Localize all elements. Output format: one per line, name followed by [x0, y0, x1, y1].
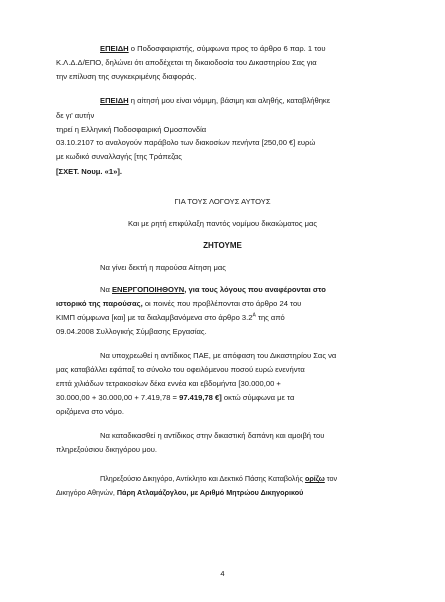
p1-line-3: την επίλυση της συγκεκριμένης διαφοράς.	[56, 72, 197, 81]
request-3-line-3: επτά χιλιάδων τετρακοσίων δέκα εννέα και εβδομήντα [30.000,00 +	[56, 379, 281, 388]
request-1: Να γίνει δεκτή η παρούσα Αίτηση μας	[100, 263, 226, 272]
request-4-line-1: Να καταδικασθεί η αντίδικος στην δικαστική δαπάνη και αμοιβή του	[100, 431, 325, 440]
p1-line-2: Κ.Λ.Δ.Δ/ΕΠΟ, δηλώνει ότι αποδέχεται τη δικαιοδοσία του Δικαστηρίου Σας για	[56, 58, 317, 67]
p2-line-2: δε γι' αυτήν	[56, 111, 95, 120]
page-number: 4	[220, 569, 225, 578]
request-heading: ΖΗΤΟΥΜΕ	[203, 241, 242, 250]
request-2-line-3: ΚΙΜΠ σύμφωνα [και] με τα διαλαμβανόμενα στο άρθρο $3.2^A$ της από	[56, 312, 285, 322]
request-3-line-4: 30.000,00 + 30.000,00 + 7.419,78 = 97.419,78 €] οκτώ σύμφωνα με τα	[56, 393, 295, 402]
p2-line-5: με κωδικό συναλλαγής [της Τράπεζας	[56, 152, 182, 161]
request-2-line-1: Να ΕΝΕΡΓΟΠΟΙΗΘΟΥΝ, για τους λόγους που αναφέρονται στο	[100, 285, 326, 294]
p1-line-1: ΕΠΕΙΔΗ ο Ποδοσφαιριστής, σύμφωνα προς το άρθρο 6 παρ. 1 του	[100, 44, 326, 53]
energopoiithoun: ΕΝΕΡΓΟΠΟΙΗΘΟΥΝ	[111, 285, 185, 294]
total-amount: 97.419,78 €]	[179, 393, 222, 402]
p2-line-3: τηρεί η Ελληνική Ποδοσφαιρική Ομοσπονδία	[56, 125, 207, 134]
request-4-line-2: πληρεξούσιου δικηγόρου μου.	[56, 445, 158, 454]
request-2-line-2: ιστορικό της παρούσας, οι ποινές που προβλέπονται στο άρθρο 24 του	[56, 299, 302, 308]
sign-line-1: Πληρεξούσιο Δικηγόρο, Αντίκλητο και Δεκτικό Πάσης Καταβολής ορίζω τον	[100, 474, 338, 483]
p2-line-6: [ΣΧΕΤ. Νουμ. «1»].	[56, 167, 122, 176]
reasons-heading: ΓΙΑ ΤΟΥΣ ΛΟΓΟΥΣ ΑΥΤΟΥΣ	[174, 197, 271, 206]
request-3-line-5: οριζόμενα στο νόμο.	[56, 407, 124, 416]
lawyer-name: Πάρη Ατλαμάζογλου, με Αριθμό Μητρώου Δικηγορικού	[116, 488, 304, 497]
sign-line-2: Δικηγόρο Αθηνών, Πάρη Ατλαμάζογλου, με Αριθμό Μητρώου Δικηγορικού	[56, 488, 304, 497]
reservation-line: Και με ρητή επιφύλαξη παντός νομίμου δικαιώματος μας	[127, 219, 318, 228]
p2-line-1: ΕΠΕΙΔΗ η αίτησή μου είναι νόμιμη, βάσιμη και αληθής, καταβλήθηκε	[100, 96, 331, 105]
epeidi-2: ΕΠΕΙΔΗ	[100, 96, 129, 105]
request-2-line-4: 09.04.2008 Συλλογικής Σύμβασης Εργασίας.	[56, 327, 207, 336]
request-3-line-2: μας καταβάλλει εφάπαξ το σύνολο του οφειλόμενου ποσού ευρώ ενενήντα	[56, 365, 305, 374]
epeidi-1: ΕΠΕΙΔΗ	[100, 44, 129, 53]
p2-line-4: 03.10.2107 το αναλογούν παράβολο των διακοσίων πενήντα [250,00 €] ευρώ	[56, 138, 316, 147]
request-3-line-1: Να υποχρεωθεί η αντίδικος ΠΑΕ, με απόφαση του Δικαστηρίου Σας να	[100, 351, 337, 360]
